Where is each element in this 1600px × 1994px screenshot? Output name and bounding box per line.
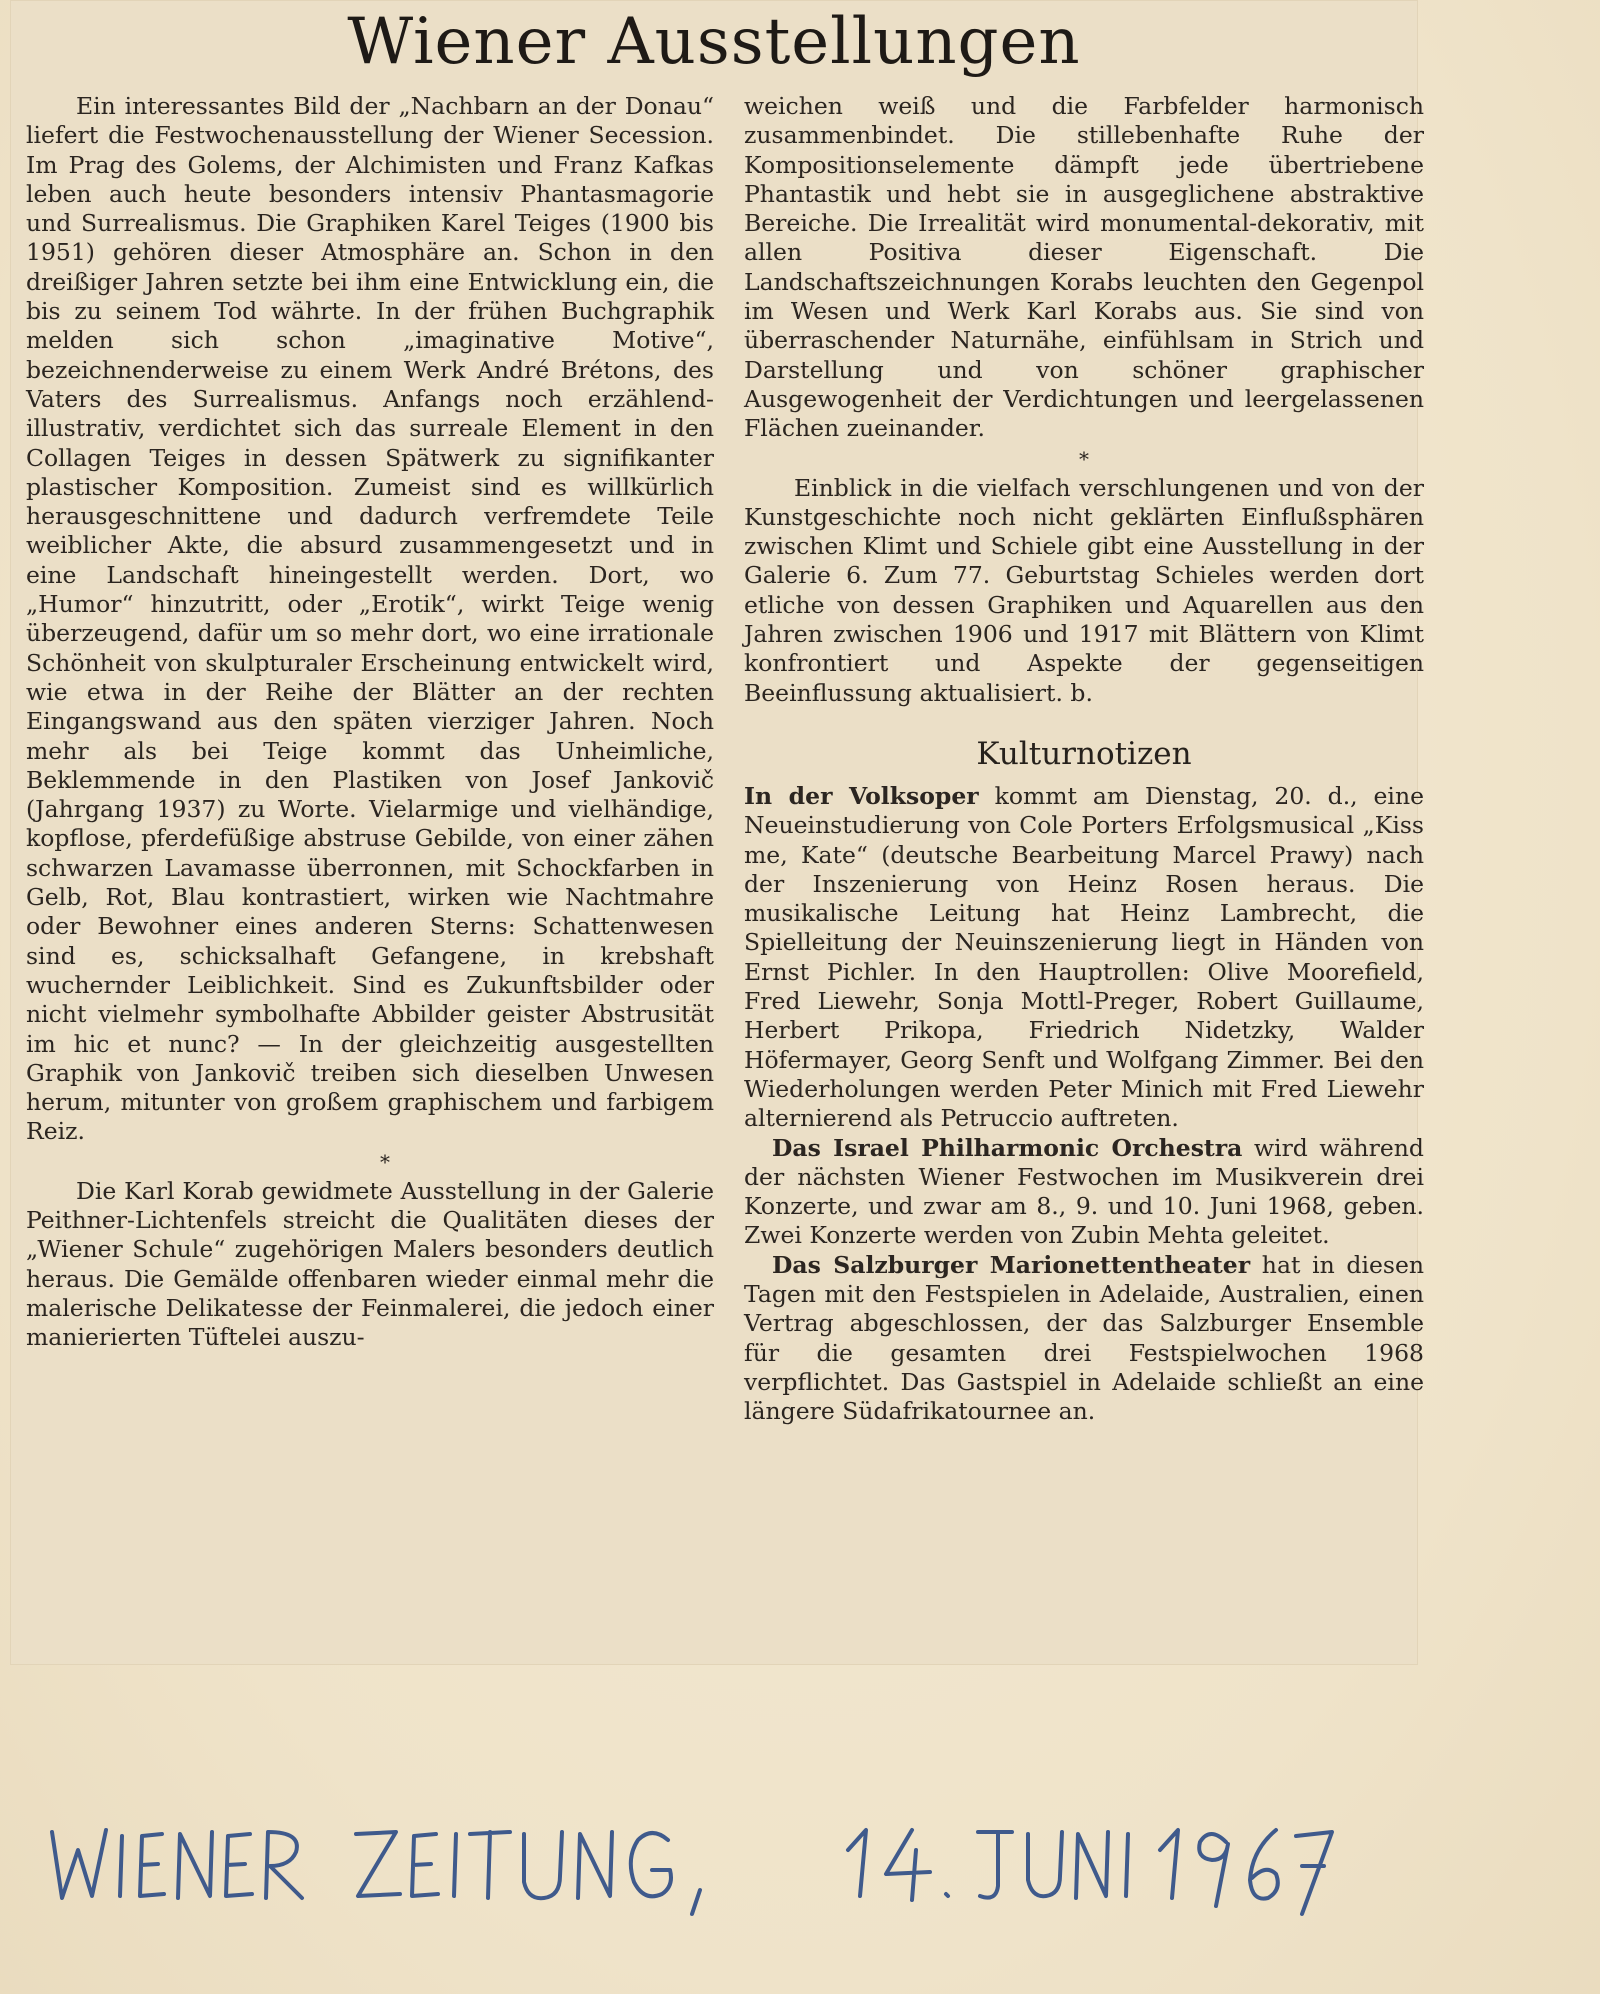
- notice-lead: Das Salzburger Marionettentheater: [772, 1250, 1251, 1279]
- headline: Wiener Ausstellungen: [347, 5, 1081, 79]
- kulturnotizen-heading: Kulturnotizen: [976, 735, 1192, 772]
- notice-lead: Das Israel Philharmonic Orchestra: [772, 1133, 1243, 1162]
- right-paragraph-1: weichen weiß und die Farbfelder harmonisch zusammenbindet. Die stillebenhafte Ruhe der Kompositionselemente dämpft jede übertriebene Phantastik und hebt sie in ausgeglichene abstraktive Bereiche. Die Irrealität wird monumental-dekorativ, mit allen Positiva dieser Eigenschaft. Die Landschaftszeichnungen Korabs leuchten den Gegenpol im Wesen und Werk Karl Korabs aus. Sie sind von überraschender Naturnähe, einfühlsam in Strich und Darstellung und von schöner graphischer Ausgewogenheit der Verdichtungen und leergelassenen Flächen zueinander.: [744, 92, 1424, 443]
- notice-lead: In der Volksoper: [744, 781, 979, 810]
- left-column: [26, 92, 714, 1352]
- notice-israel-philharmonic: [744, 1134, 1424, 1251]
- newspaper-clipping: [10, 0, 1425, 1665]
- notice-text: kommt am Dienstag, 20. d., eine Neueinstudierung von Cole Porters Erfolgsmusical „Kiss me, Kate“ (deutsche Bearbeitung Marcel Prawy) nach der Inszenierung von Heinz Rosen heraus. Die musikalische Leitung hat Heinz Lambrecht, die Spielleitung der Neuinszenierung liegt in Händen von Ernst Pichler. In den Hauptrollen: Olive Moorefield, Fred Liewehr, Sonja Mottl-Preger, Robert Guillaume, Herbert Prikopa, Friedrich Nidetzky, Walder Höfermayer, Georg Senft und Wolfgang Zimmer. Bei den Wiederholungen werden Peter Minich mit Fred Liewehr alternierend als Petruccio auftreten.: [744, 781, 1424, 1133]
- handwriting-drawing: [40, 1810, 1340, 1920]
- left-paragraph-1: Ein interessantes Bild der „Nachbarn an der Donau“ liefert die Festwochenausstellung der Wiener Secession. Im Prag des Golems, der Alchimisten und Franz Kafkas leben auch heute besonders intensiv Phantasmagorie und Surrealismus. Die Graphiken Karel Teiges (1900 bis 1951) gehören dieser Atmosphäre an. Schon in den dreißiger Jahren setzte bei ihm eine Entwicklung ein, die bis zu seinem Tod währte. In der frühen Buchgraphik melden sich schon „imaginative Motive“, bezeichnenderweise zu einem Werk André Brétons, des Vaters des Surrealismus. Anfangs noch erzählend-illustrativ, verdichtet sich das surreale Element in den Collagen Teiges in dessen Spätwerk zu signifikanter plastischer Komposition. Zumeist sind es willkürlich herausgeschnittene und dadurch verfremdete Teile weiblicher Akte, die absurd zusammengesetzt und in eine Landschaft hineingestellt werden. Dort, wo „Humor“ hinzutritt, oder „Erotik“, wirkt Teige wenig überzeugend, dafür um so mehr dort, wo eine irrationale Schönheit von skulpturaler Erscheinung entwickelt wird, wie etwa in der Reihe der Blätter an der rechten Eingangswand aus den späten vierziger Jahren. Noch mehr als bei Teige kommt das Unheimliche, Beklemmende in den Plastiken von Josef Jankovič (Jahrgang 1937) zu Worte. Vielarmige und vielhändige, kopflose, pferdefüßige abstruse Gebilde, von einer zähen schwarzen Lavamasse überronnen, mit Schockfarben in Gelb, Rot, Blau kontrastiert, wirken wie Nachtmahre oder Bewohner eines anderen Sterns: Schattenwesen sind es, schicksalhaft Gefangene, in krebshaft wuchernder Leiblichkeit. Sind es Zukunftsbilder oder nicht vielmehr symbolhafte Abbilder geister Abstrusität im hic et nunc? — In der gleichzeitig ausgestellten Graphik von Jankovič treiben sich dieselben Unwesen herum, mitunter von großem graphischem und farbigem Reiz.: [26, 92, 714, 1146]
- notice-salzburger-marionettentheater: [744, 1251, 1424, 1427]
- section-separator: *: [1079, 446, 1089, 471]
- section-separator: *: [380, 1149, 390, 1174]
- notice-text: wird während der nächsten Wiener Festwochen im Musikverein drei Konzerte, und zwar am 8., 9. und 10. Juni 1968, geben. Zwei Konzerte werden von Zubin Mehta geleitet.: [744, 1133, 1424, 1250]
- left-paragraph-2: Die Karl Korab gewidmete Ausstellung in der Galerie Peithner-Lichtenfels streicht die Qualitäten dieses der „Wiener Schule“ zugehörigen Malers besonders deutlich heraus. Die Gemälde offenbaren wieder einmal mehr die malerische Delikatesse der Feinmalerei, die jedoch einer manierierten Tüftelei auszu-: [26, 1176, 714, 1352]
- notice-text: hat in diesen Tagen mit den Festspielen in Adelaide, Australien, einen Vertrag abgeschlossen, der das Salzburger Ensemble für die gesamten drei Festspielwochen 1968 verpflichtet. Das Gastspiel in Adelaide schließt an eine längere Südafrikatournee an.: [744, 1250, 1425, 1426]
- right-paragraph-2: Einblick in die vielfach verschlungenen und von der Kunstgeschichte noch nicht geklärten Einflußsphären zwischen Klimt und Schiele gibt eine Ausstellung in der Galerie 6. Zum 77. Geburtstag Schieles werden dort etliche von dessen Graphiken und Aquarellen aus den Jahren zwischen 1906 und 1917 mit Blättern von Klimt konfrontiert und Aspekte der gegenseitigen Beeinflussung aktualisiert. b.: [744, 473, 1424, 707]
- notice-volksoper: [744, 782, 1424, 1134]
- right-column: [744, 92, 1424, 1426]
- handwritten-source-note: [40, 1810, 1340, 1920]
